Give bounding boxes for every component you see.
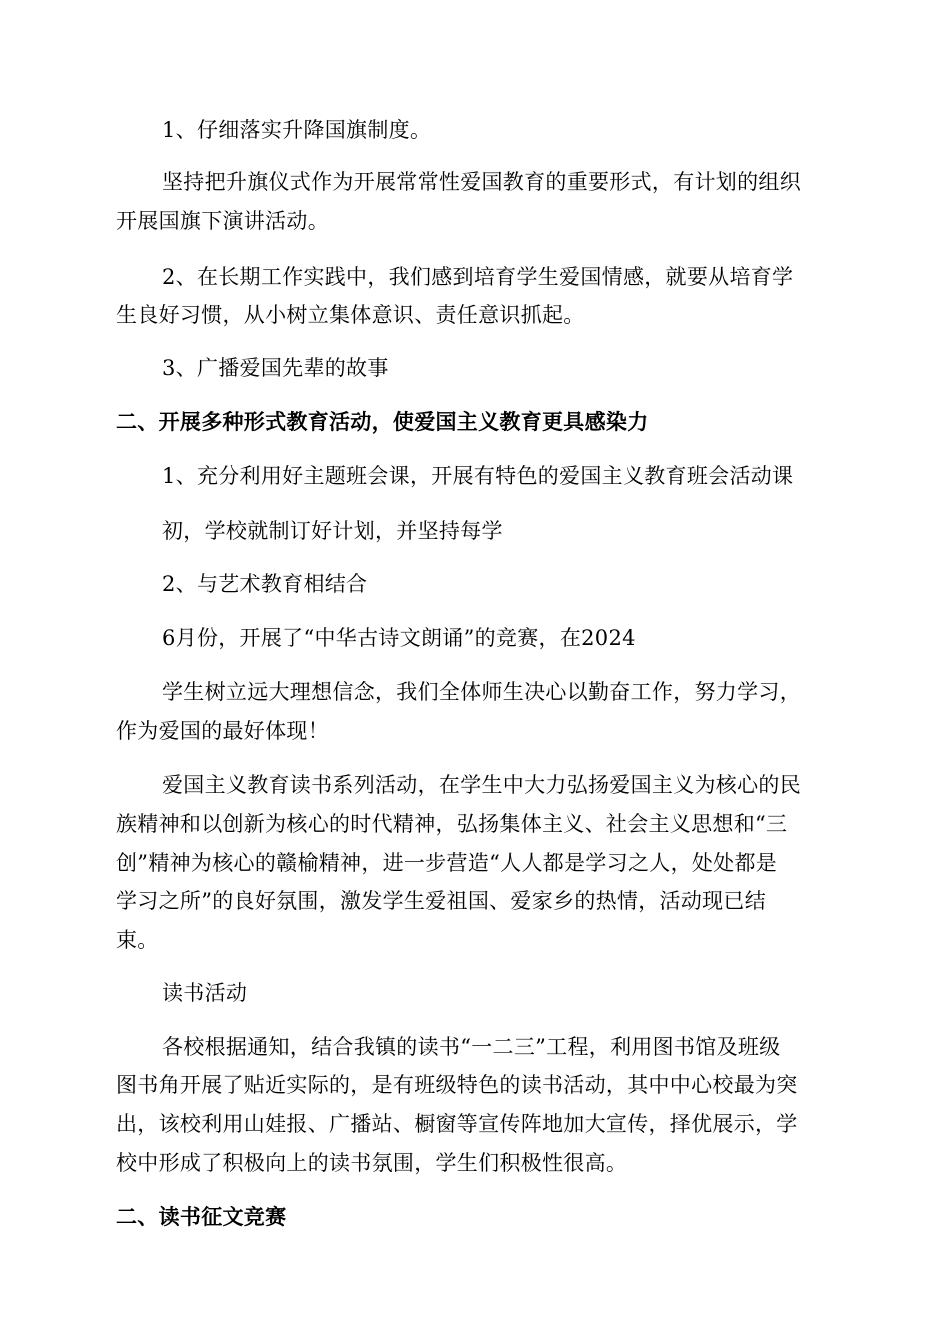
list-item-class-meeting: 1、充分利用好主题班会课，开展有特色的爱国主义教育班会活动课 [162,464,794,488]
paragraph-line: 作为爱国的最好体现！ [116,719,329,743]
list-item-practice: 2、在长期工作实践中，我们感到培育学生爱国情感，就要从培育学 [162,265,794,289]
subsection-title: 读书活动 [162,981,248,1005]
paragraph-line: 坚持把升旗仪式作为开展常常性爱国教育的重要形式，有计划的组织 [162,170,801,194]
paragraph-line: 6月份，开展了“中华古诗文朗诵”的竞赛，在2024 [162,626,636,650]
list-item-broadcast: 3、广播爱国先辈的故事 [162,356,389,380]
paragraph-line: 各校根据通知，结合我镇的读书“一二三”工程，利用图书馆及班级 [162,1035,781,1059]
list-item-art-education: 2、与艺术教育相结合 [162,572,368,596]
paragraph-line: 族精神和以创新为核心的时代精神，弘扬集体主义、社会主义思想和“三 [116,812,788,836]
paragraph-line: 初，学校就制订好计划，并坚持每学 [162,519,503,543]
section-heading: 二、开展多种形式教育活动，使爱国主义教育更具感染力 [116,410,649,434]
paragraph-line: 出，该校利用山娃报、广播站、橱窗等宣传阵地加大宣传，择优展示，学 [116,1112,798,1136]
paragraph-line: 创”精神为核心的赣榆精神，进一步营造“人人都是学习之人，处处都是 [116,851,778,875]
paragraph-line: 开展国旗下演讲活动。 [116,209,329,233]
paragraph-line: 图书角开展了贴近实际的，是有班级特色的读书活动，其中中心校最为突 [116,1073,798,1097]
paragraph-line: 校中形成了积极向上的读书氛围，学生们积极性很高。 [116,1151,628,1175]
list-item-flag-system: 1、仔细落实升降国旗制度。 [162,118,432,142]
section-heading: 二、读书征文竞赛 [116,1205,287,1229]
paragraph-line: 生良好习惯，从小树立集体意识、责任意识抓起。 [116,303,585,327]
paragraph-line: 爱国主义教育读书系列活动，在学生中大力弘扬爱国主义为核心的民 [162,773,801,797]
paragraph-line: 束。 [116,928,159,952]
paragraph-line: 学习之所”的良好氛围，激发学生爱祖国、爱家乡的热情，活动现已结 [116,889,767,913]
paragraph-line: 学生树立远大理想信念，我们全体师生决心以勤奋工作，努力学习， [162,680,801,704]
